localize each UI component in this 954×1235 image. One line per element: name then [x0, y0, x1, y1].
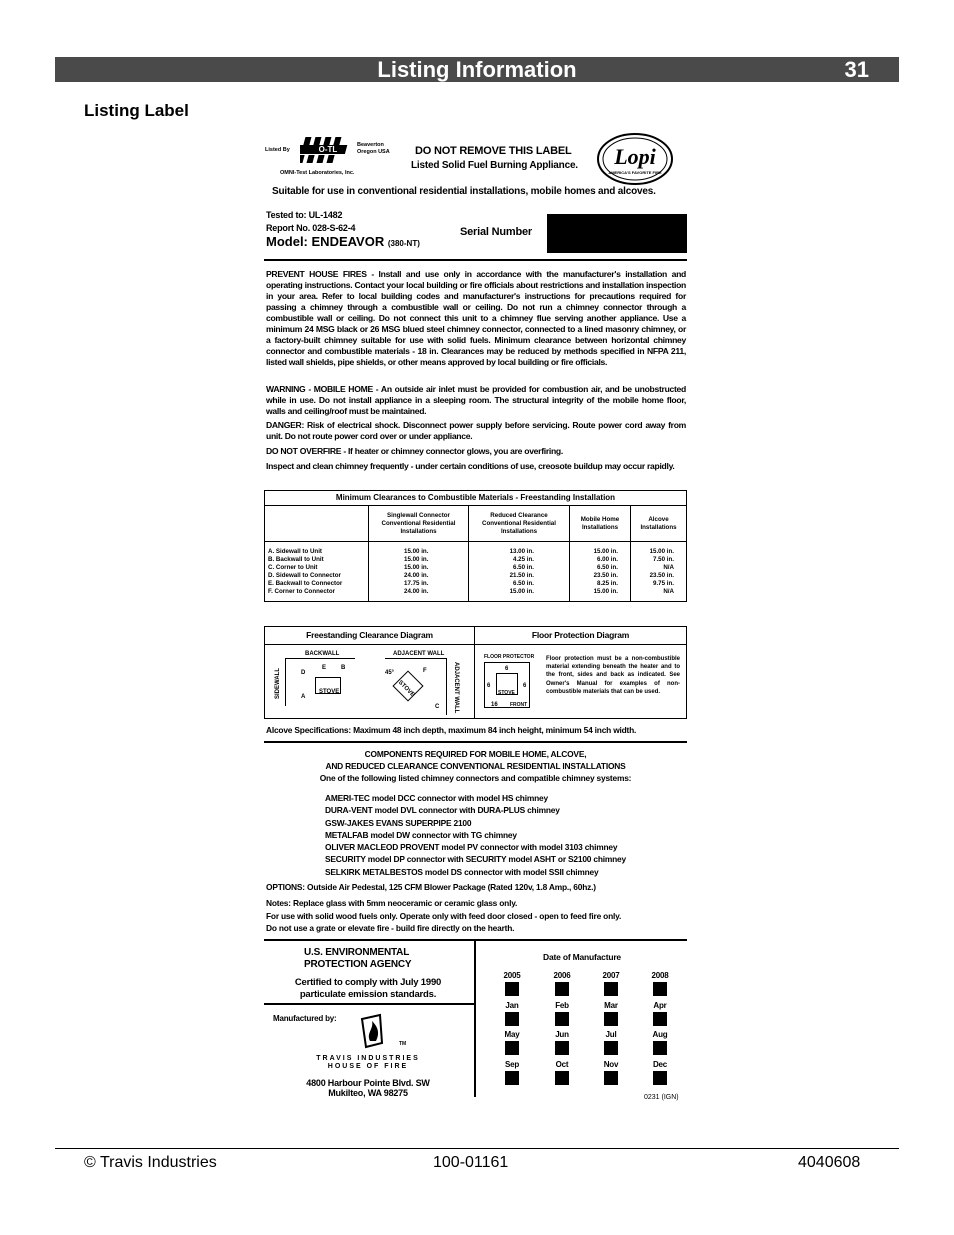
- components-intro: One of the following listed chimney connectors and compatible chimney systems:: [319, 773, 632, 783]
- footer-copyright: © Travis Industries: [84, 1154, 217, 1171]
- month-label: May: [504, 1030, 520, 1039]
- model-line: [266, 234, 420, 252]
- tested-to: Tested to: UL-1482: [266, 210, 343, 220]
- warning-mobile-text: WARNING - MOBILE HOME - An outside air inlet must be provided for combustion air, and be unobstructed while in use. Do not install appliance in a sleeping room. The structural integrity of the mobile home floor, walls and ceiling/roof must be maintained.: [266, 384, 686, 416]
- dim-front: 16: [491, 702, 498, 708]
- backwall-label: BACKWALL: [305, 651, 340, 657]
- cell-value: 24.00 in.: [404, 571, 429, 579]
- sidewall-label: SIDEWALL: [275, 668, 281, 699]
- notes-2: For use with solid wood fuels only. Operate only with feed door closed - open to feed fire only.: [266, 911, 622, 921]
- adjacent-wall-side-label: ADJACENT WALL: [453, 662, 459, 714]
- cell-value: N/A: [663, 563, 674, 571]
- corner-stove-label: STOVE: [396, 679, 416, 699]
- address-2: Mukilteo, WA 98275: [328, 1088, 408, 1098]
- address-1: 4800 Harbour Pointe Blvd. SW: [306, 1078, 430, 1088]
- list-item: DURA-VENT model DVL connector with DURA-PLUS chimney: [325, 805, 560, 816]
- cell-value: 4.25 in.: [513, 555, 534, 563]
- cell-value: 6.00 in.: [597, 555, 618, 563]
- cell-value: 15.00 in.: [404, 563, 429, 571]
- lopi-tagline: AMERICA'S FAVORITE FIRE: [608, 170, 662, 175]
- travis-line-1: TRAVIS INDUSTRIES: [316, 1055, 420, 1062]
- month-label: Mar: [604, 1001, 618, 1010]
- table-corner: [265, 506, 369, 542]
- list-item: AMERI-TEC model DCC connector with model HS chimney: [325, 793, 548, 803]
- backwall-line: [285, 658, 355, 659]
- cell-value: 15.00 in.: [509, 587, 534, 595]
- letter-d: D: [301, 670, 306, 676]
- notes-3: Do not use a grate or elevate fire - build fire directly on the hearth.: [266, 923, 515, 933]
- date-grid: [498, 970, 678, 1090]
- month-checkbox: [604, 1012, 618, 1026]
- adjacent-wall-side-line: [446, 658, 447, 715]
- cell-value: 15.00 in.: [404, 555, 429, 563]
- notes-1: Notes: Replace glass with 5mm neoceramic or ceramic glass only.: [266, 898, 518, 908]
- manufactured-by: Manufactured by:: [273, 1014, 337, 1023]
- month-checkbox: [555, 1041, 569, 1055]
- adjacent-wall-label: ADJACENT WALL: [393, 651, 445, 657]
- year-checkbox: [653, 982, 667, 996]
- list-item: SELKIRK METALBESTOS model DS connector with model SSII chimney: [325, 866, 599, 877]
- cell-value: 13.00 in.: [509, 547, 534, 555]
- cell-value: 8.25 in.: [597, 579, 618, 587]
- angle-label: 45°: [385, 670, 395, 676]
- month-label: Jan: [505, 1001, 519, 1010]
- dim-back: 6: [505, 666, 509, 672]
- suitable-text: Suitable for use in conventional residential installations, mobile homes and alcoves.: [272, 186, 656, 197]
- row-label: F. Corner to Connector: [268, 587, 336, 595]
- cell-value: 23.50 in.: [593, 571, 618, 579]
- page-number: 31: [844, 57, 869, 82]
- adjacent-wall-line: [385, 658, 447, 659]
- year-label: 2008: [651, 971, 669, 980]
- date-of-manufacture-title: Date of Manufacture: [543, 952, 621, 962]
- options-text: OPTIONS: Outside Air Pedestal, 125 CFM Blower Package (Rated 120v, 1.8 Amp., 60hz.): [266, 882, 596, 892]
- listed-by: Listed By: [265, 147, 290, 153]
- row-label: B. Backwall to Unit: [268, 555, 324, 563]
- month-checkbox: [555, 1012, 569, 1026]
- month-checkbox: [653, 1012, 667, 1026]
- section-title: Listing Label: [84, 101, 189, 120]
- lab-name: OMNI-Test Laboratories, Inc.: [280, 170, 355, 176]
- list-item: GSW-JAKES EVANS SUPERPIPE 2100: [325, 817, 472, 828]
- components-heading-2: AND REDUCED CLEARANCE CONVENTIONAL RESIDENTIAL INSTALLATIONS: [325, 761, 626, 771]
- month-checkbox: [604, 1071, 618, 1085]
- row-label: A. Sidewall to Unit: [268, 547, 322, 555]
- model-code: (380-NT): [387, 239, 420, 248]
- row-label: D. Sidewall to Connector: [268, 571, 341, 579]
- floor-stove-label: STOVE: [498, 690, 515, 696]
- listed-appliance: Listed Solid Fuel Burning Appliance.: [411, 160, 578, 171]
- footer-date-code: 4040608: [798, 1154, 861, 1171]
- trademark: TM: [399, 1041, 407, 1047]
- list-item: METALFAB model DW connector with TG chimney: [325, 829, 517, 840]
- year-checkbox: [505, 982, 519, 996]
- footer-divider: [55, 1148, 899, 1149]
- year-label: 2007: [602, 971, 620, 980]
- danger-text: DANGER: Risk of electrical shock. Disconnect power supply before servicing. Route power cord away from unit. Do not route power cord over or under appliance.: [266, 420, 686, 441]
- column-header: Alcove Installations: [631, 506, 687, 542]
- month-checkbox: [555, 1071, 569, 1085]
- cell-value: 9.75 in.: [653, 579, 674, 587]
- month-label: Sep: [504, 1060, 520, 1069]
- month-label: Apr: [653, 1001, 667, 1010]
- letter-a: A: [301, 694, 306, 700]
- lab-location: Beaverton Oregon USA: [357, 142, 390, 155]
- stove-label: STOVE: [319, 689, 340, 695]
- epa-cert-2: particulate emission standards.: [299, 989, 437, 1000]
- serial-number-box: [547, 214, 687, 253]
- divider: [264, 741, 687, 743]
- inspect-text: Inspect and clean chimney frequently - under certain conditions of use, creosote buildup may occur rapidly.: [266, 461, 675, 471]
- row-label: C. Corner to Unit: [268, 563, 318, 571]
- alcove-specs: Alcove Specifications: Maximum 48 inch depth, maximum 84 inch height, minimum 54 inch width.: [266, 725, 637, 735]
- freestanding-title: Freestanding Clearance Diagram: [306, 630, 433, 640]
- year-label: 2006: [553, 971, 571, 980]
- prevent-fires-text: PREVENT HOUSE FIRES - Install and use only in accordance with the manufacturer's installation and operating instructions. Contact your local building or fire officials about restrictions and installation inspection in your area. Refer to local building codes and manufacturer's instructions for precautions required for passing a chimney through a combustible wall or ceiling. Do not run a chimney connector through a combustible wall or ceiling. Do not connect this unit to a chimney flue serving another appliance. Use a minimum 24 MSG black or 26 MSG blued steel chimney connector, connected to a lined masonry chimney, or a factory-built chimney suitable for use with solid fuels. Minimum clearance between horizontal chimney connector and combustible materials - 18 in. Clearances may be reduced by methods specified in NFPA 211, listed wall shields, pipe shields, or other means approved by local building or fire officials.: [266, 269, 686, 367]
- month-checkbox: [653, 1071, 667, 1085]
- dim-right: 6: [523, 683, 527, 689]
- cell-value: 15.00 in.: [649, 547, 674, 555]
- model-prefix: Model:: [266, 234, 308, 249]
- label-code: 0231 (IGN): [644, 1094, 679, 1101]
- cell-value: 17.75 in.: [404, 579, 429, 587]
- month-checkbox: [604, 1041, 618, 1055]
- report-no: Report No. 028-S-62-4: [266, 223, 356, 233]
- cell-value: 7.50 in.: [653, 555, 674, 563]
- list-item: SECURITY model DP connector with SECURITY model ASHT or S2100 chimney: [325, 854, 626, 865]
- epa-cert-1: Certified to comply with July 1990: [294, 977, 442, 988]
- otl-logo: [300, 135, 355, 165]
- cell-value: N/A: [663, 587, 674, 595]
- letter-e: E: [322, 665, 327, 671]
- month-label: Jul: [605, 1030, 617, 1039]
- month-label: Oct: [555, 1060, 569, 1069]
- column-header: Reduced Clearance Conventional Residential Installations: [469, 506, 570, 542]
- epa-divider: [264, 1003, 474, 1005]
- year-label: 2005: [503, 971, 521, 980]
- month-checkbox: [505, 1071, 519, 1085]
- sidewall-line: [285, 658, 286, 706]
- serial-label: Serial Number: [460, 226, 532, 238]
- month-label: Feb: [555, 1001, 569, 1010]
- cell-value: 15.00 in.: [593, 547, 618, 555]
- listing-label: [262, 130, 692, 1110]
- year-checkbox: [604, 982, 618, 996]
- travis-line-2: HOUSE OF FIRE: [327, 1063, 409, 1070]
- row-label: E. Backwall to Connector: [268, 579, 343, 587]
- model-name: ENDEAVOR: [311, 234, 385, 249]
- bottom-vertical-divider: [474, 941, 476, 1097]
- do-not-remove: DO NOT REMOVE THIS LABEL: [415, 145, 572, 157]
- cell-value: 24.00 in.: [404, 587, 429, 595]
- diagram-box: [264, 626, 687, 719]
- header-bar: [55, 57, 899, 82]
- lopi-logo-text: Lopi: [614, 144, 656, 169]
- floor-protection-text: Floor protection must be a non-combustible material extending beneath the heater and to the front, sides and back as indicated. See Owner's Manual for examples of non-combustible materials that can be used.: [546, 656, 680, 695]
- front-label: FRONT: [510, 702, 528, 708]
- cell-value: 21.50 in.: [509, 571, 534, 579]
- column-header: Mobile Home Installations: [570, 506, 631, 542]
- letter-c: C: [435, 704, 440, 710]
- year-checkbox: [555, 982, 569, 996]
- page-title: Listing Information: [377, 57, 577, 82]
- month-label: Dec: [652, 1060, 668, 1069]
- cell-value: 15.00 in.: [404, 547, 429, 555]
- epa-line-2: PROTECTION AGENCY: [304, 959, 412, 970]
- column-header: Singlewall Connector Conventional Residential Installations: [369, 506, 469, 542]
- table-row: [265, 542, 687, 602]
- components-list: [325, 792, 626, 878]
- month-label: Aug: [652, 1030, 668, 1039]
- otl-logo-text: O-TL: [318, 145, 338, 154]
- cell-value: 6.50 in.: [597, 563, 618, 571]
- letter-b: B: [341, 665, 346, 671]
- floor-protector-label: FLOOR PROTECTOR: [484, 654, 535, 660]
- cell-value: 6.50 in.: [513, 579, 534, 587]
- month-checkbox: [653, 1041, 667, 1055]
- diagram-title-divider: [265, 644, 686, 645]
- cell-value: 15.00 in.: [593, 587, 618, 595]
- month-label: Nov: [603, 1060, 619, 1069]
- components-heading-1: COMPONENTS REQUIRED FOR MOBILE HOME, ALCOVE,: [364, 749, 587, 759]
- clearance-table: [264, 490, 687, 602]
- epa-line-1: U.S. ENVIRONMENTAL: [304, 947, 410, 958]
- floor-title: Floor Protection Diagram: [531, 630, 630, 640]
- footer-doc-number: 100-01161: [433, 1154, 509, 1171]
- cell-value: 23.50 in.: [649, 571, 674, 579]
- clearance-table-title: Minimum Clearances to Combustible Materials - Freestanding Installation: [265, 491, 687, 506]
- divider: [264, 259, 687, 261]
- month-checkbox: [505, 1012, 519, 1026]
- cell-value: 6.50 in.: [513, 563, 534, 571]
- overfire-text: DO NOT OVERFIRE - If heater or chimney connector glows, you are overfiring.: [266, 446, 563, 456]
- month-label: Jun: [555, 1030, 569, 1039]
- house-of-fire-logo: [358, 1013, 398, 1049]
- lopi-logo: [596, 132, 674, 186]
- dim-left: 6: [487, 683, 491, 689]
- letter-f: F: [423, 668, 427, 674]
- month-checkbox: [505, 1041, 519, 1055]
- list-item: OLIVER MACLEOD PROVENT model PV connector with model 3103 chimney: [325, 842, 618, 853]
